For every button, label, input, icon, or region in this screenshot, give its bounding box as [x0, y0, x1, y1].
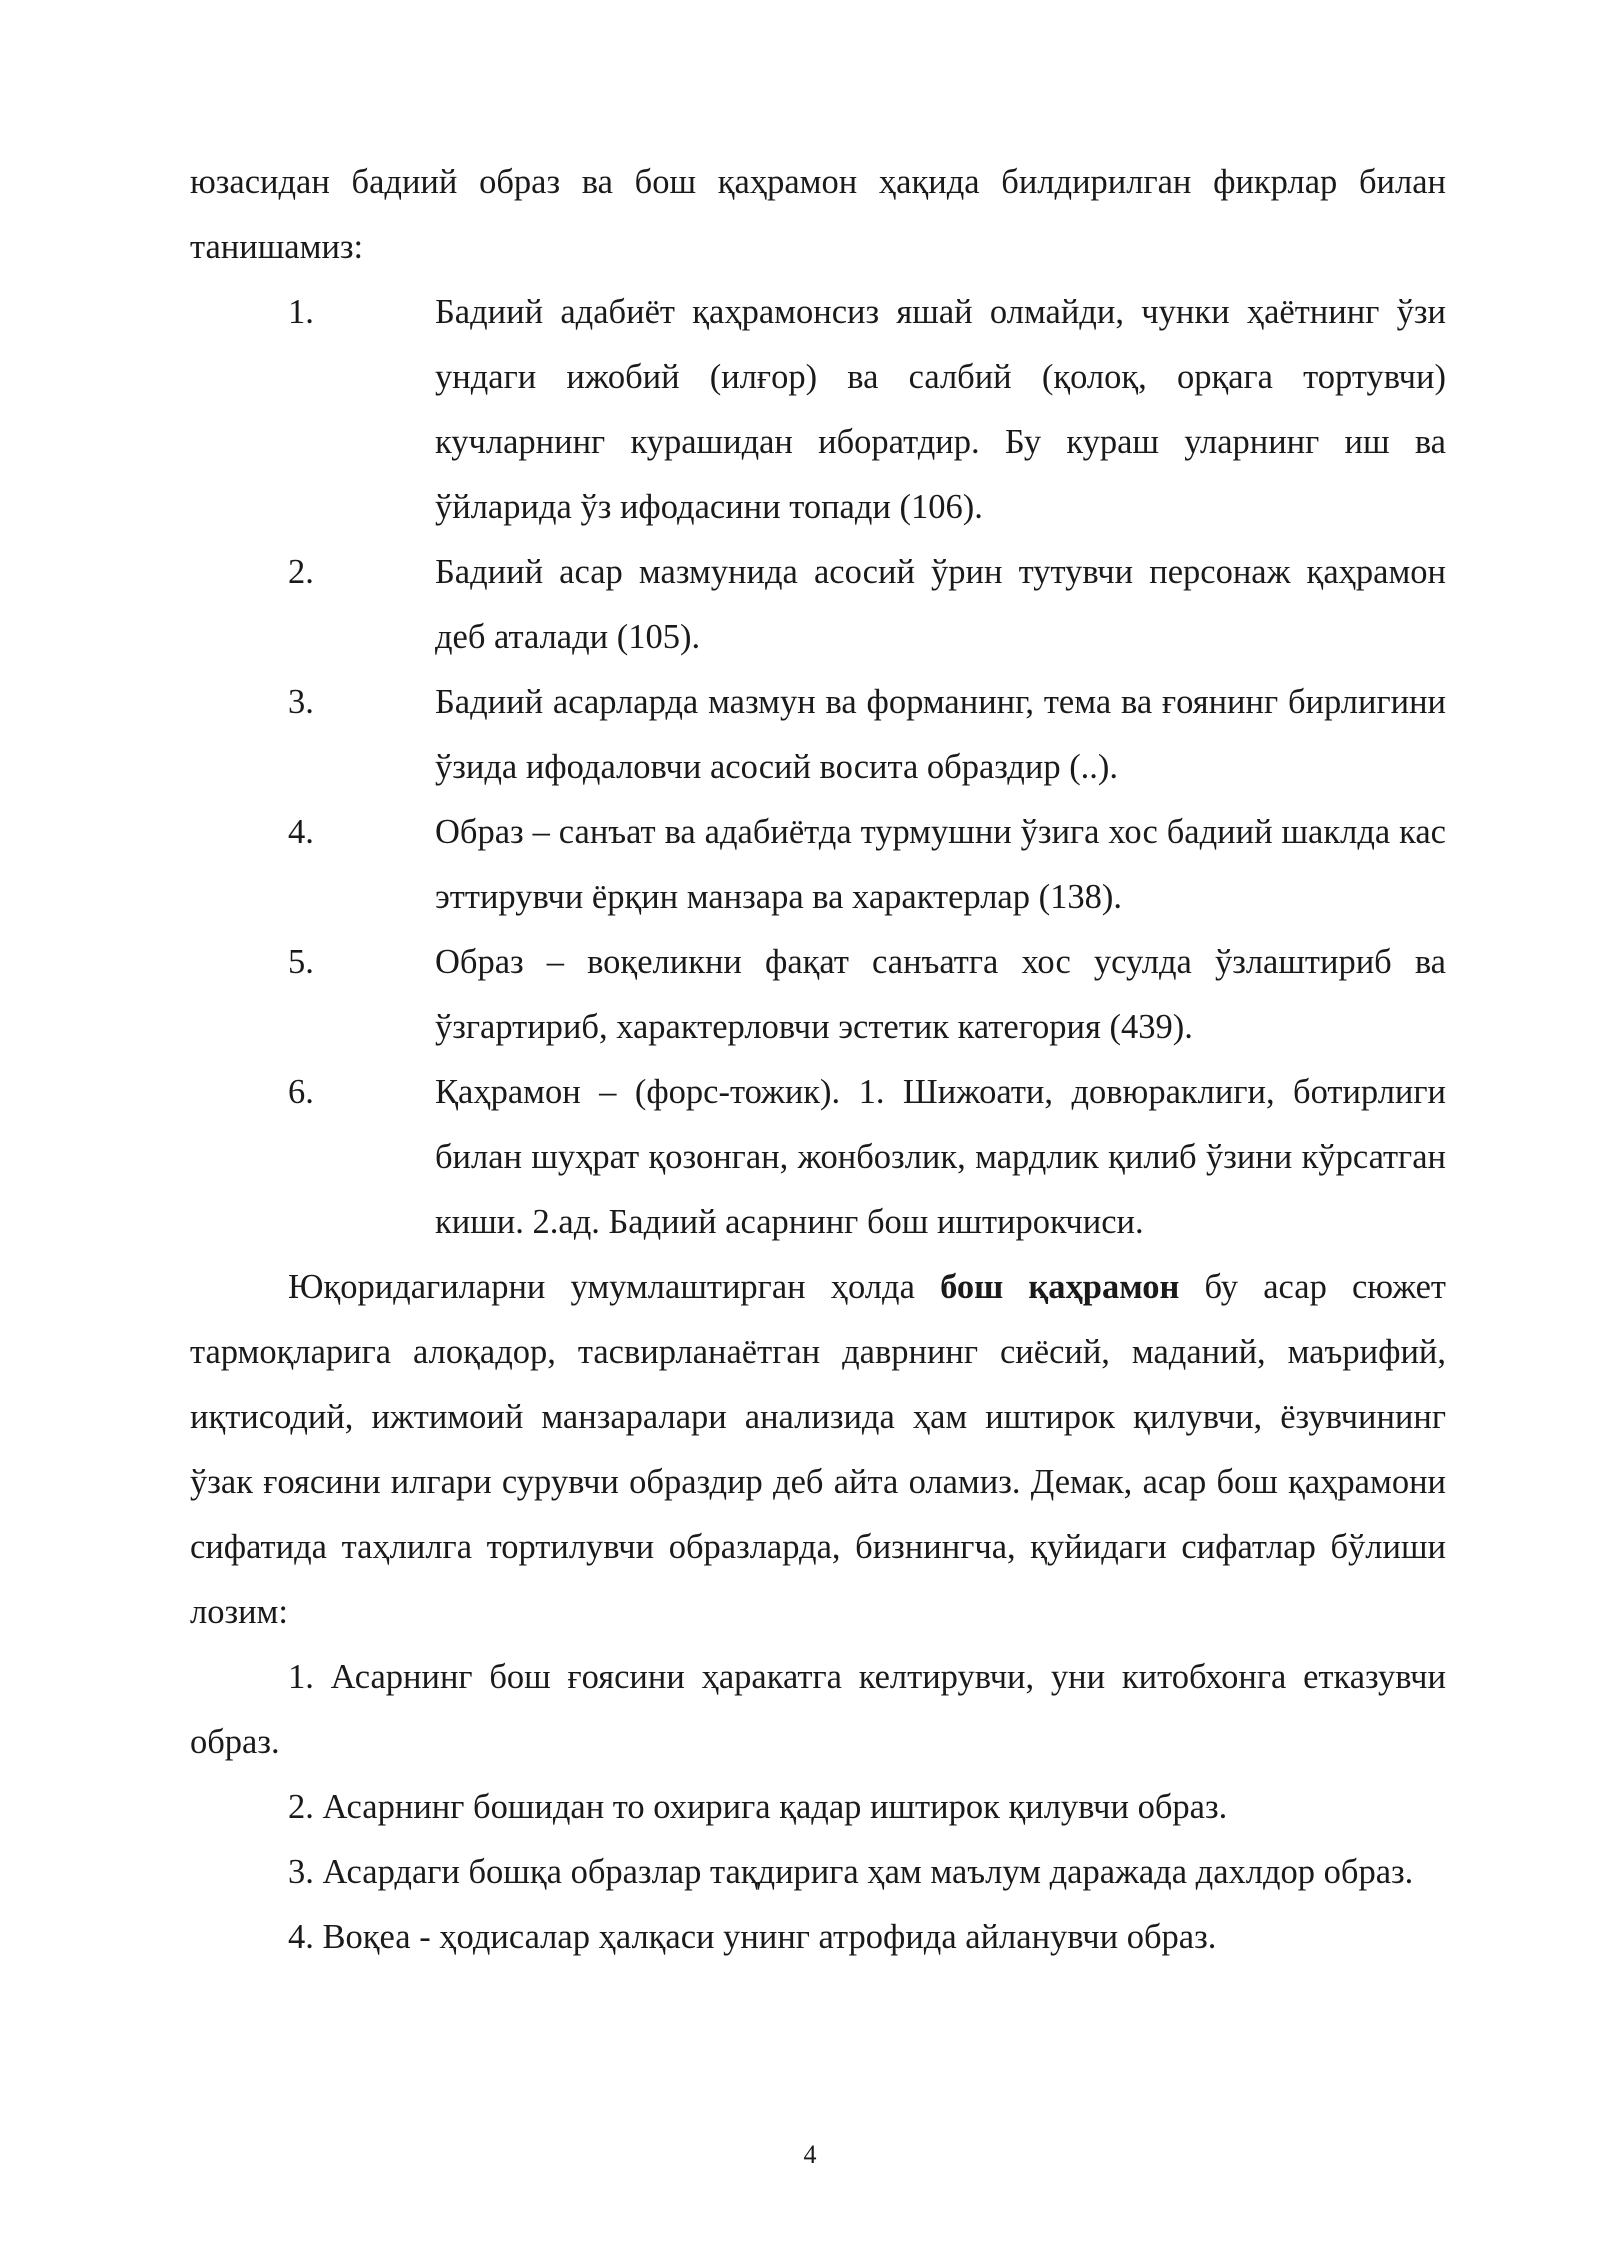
definition-text: Образ – воқеликни фақат санъатга хос усулда ўзлаштириб ва ўзгартириб, характерловчи эстетик категория (439).	[435, 943, 1446, 1046]
definition-text: Бадиий асар мазмунида асосий ўрин тутувчи персонаж қаҳрамон деб аталади (105).	[435, 553, 1446, 656]
summary-text-before: Юқоридагиларни умумлаштирган ҳолда	[288, 1268, 941, 1306]
definition-number: 5.	[288, 943, 314, 981]
definitions-list	[190, 280, 1446, 1255]
summary-text-after: бу асар сюжет тармоқларига алоқадор, тасвирланаётган даврнинг сиёсий, маданий, маърифий, иқтисодий, ижтимоий манзаралари анализида ҳам иштирок қилувчи, ёзувчининг ўзак ғоясини илгари сурувчи образдир деб айта оламиз. Демак, асар бош қаҳрамони сифатида таҳлилга тортилувчи образларда, бизнингча, қуйидаги сифатлар бўлиши лозим:	[190, 1268, 1446, 1631]
definition-text: Образ – санъат ва адабиётда турмушни ўзига хос бадиий шаклда кас эттирувчи ёрқин манзара ва характерлар (138).	[435, 813, 1446, 916]
quality-item-3: 3. Асардаги бошқа образлар тақдирига ҳам маълум даражада дахлдор образ.	[288, 1853, 1414, 1891]
definition-number: 1.	[288, 293, 314, 331]
definition-item-3	[190, 670, 1446, 800]
quality-item-2: 2. Асарнинг бошидан то охирига қадар иштирок қилувчи образ.	[288, 1788, 1228, 1826]
definition-number: 4.	[288, 813, 314, 851]
summary-paragraph	[190, 1255, 1446, 1645]
definition-item-1	[190, 280, 1446, 540]
quality-item-4: 4. Воқеа - ҳодисалар ҳалқаси унинг атрофида айланувчи образ.	[288, 1918, 1217, 1956]
definition-text: Қаҳрамон – (форс-тожик). 1. Шижоати, довюраклиги, ботирлиги билан шуҳрат қозонган, жонбозлик, мардлик қилиб ўзини кўрсатган киши. 2.ад. Бадиий асарнинг бош иштирокчиси.	[435, 1073, 1446, 1241]
intro-paragraph: юзасидан бадиий образ ва бош қаҳрамон ҳақида билдирилган фикрлар билан танишамиз:	[190, 163, 1446, 266]
quality-item-1: 1. Асарнинг бош ғоясини ҳаракатга келтирувчи, уни китобхонга етказувчи образ.	[190, 1658, 1446, 1761]
definition-text: Бадиий асарларда мазмун ва форманинг, тема ва ғоянинг бирлигини ўзида ифодаловчи асосий восита образдир (..).	[435, 683, 1446, 786]
definition-item-5	[190, 930, 1446, 1060]
page-number: 4	[803, 2140, 817, 2169]
page-text-body	[190, 150, 1446, 1970]
definition-item-6	[190, 1060, 1446, 1255]
definition-item-4	[190, 800, 1446, 930]
definition-text: Бадиий адабиёт қаҳрамонсиз яшай олмайди, чунки ҳаётнинг ўзи ундаги ижобий (илғор) ва салбий (қолоқ, орқага тортувчи) кучларнинг курашидан иборатдир. Бу кураш уларнинг иш ва ўйларида ўз ифодасини топади (106).	[435, 293, 1446, 526]
definition-number: 6.	[288, 1073, 314, 1111]
summary-bold-term: бош қаҳрамон	[940, 1268, 1180, 1306]
definition-item-2	[190, 540, 1446, 670]
definition-number: 2.	[288, 553, 314, 591]
definition-number: 3.	[288, 683, 314, 721]
